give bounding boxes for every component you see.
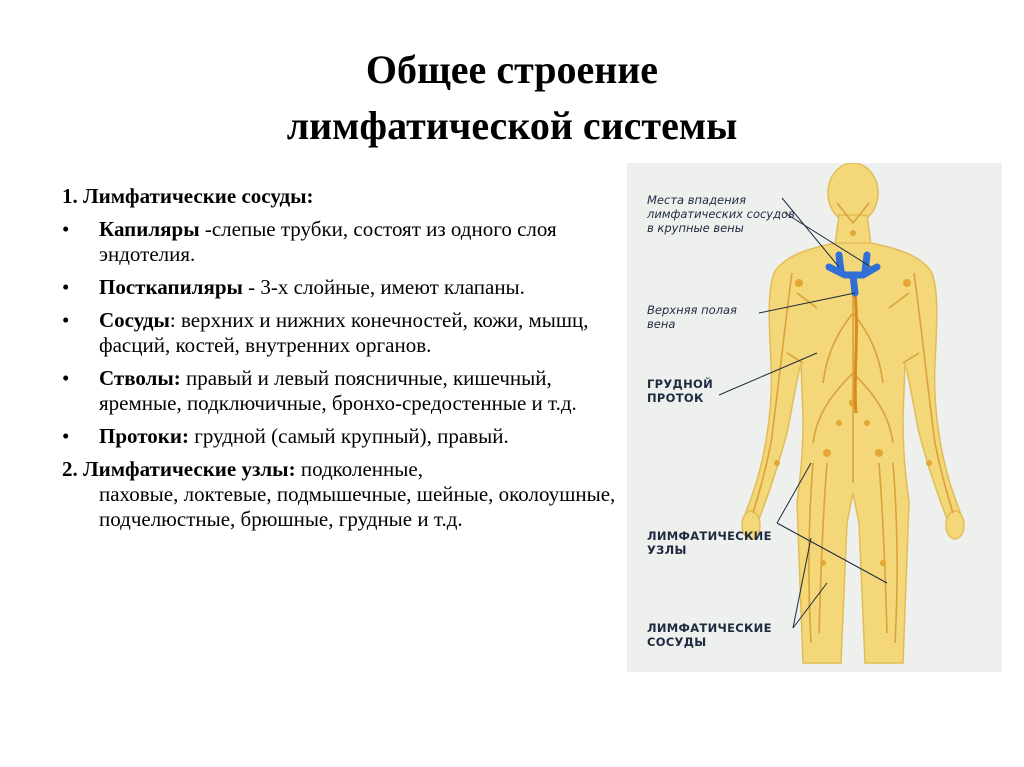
vessel-list [62,217,622,449]
label-veins-entry: Места впадения лимфатических сосудов в крупные вены [647,193,795,235]
label-thoracic-duct: ГРУДНОЙ ПРОТОК [647,377,713,405]
list-item [62,308,622,358]
section-nodes [62,457,622,532]
section-nodes-heading: 2. Лимфатические узлы: [62,457,296,481]
bullet: • [62,366,70,390]
lymphatic-system-illustration [627,163,1002,672]
bullet: • [62,424,70,448]
list-item [62,217,622,267]
list-item [62,366,622,416]
bullet: • [62,275,70,299]
label-lymph-vessels: ЛИМФАТИЧЕСКИЕ СОСУДЫ [647,621,772,649]
list-item [62,275,622,300]
item-term: Сосуды [99,308,170,332]
slide-body [62,184,622,540]
item-text: - 3-х слойные, имеют клапаны. [242,275,525,299]
item-text: грудной (самый крупный), правый. [188,424,509,448]
thoracic-duct-line [855,293,856,413]
item-term: Стволы: [99,366,181,390]
bullet: • [62,217,70,241]
item-term: Капиляры [99,217,200,241]
item-text: : верхних и нижних конечностей, кожи, мышц, фасций, костей, внутренних органов. [99,308,589,357]
item-term: Посткапиляры [99,275,243,299]
bullet: • [62,308,70,332]
label-lymph-nodes: ЛИМФАТИЧЕСКИЕ УЗЛЫ [647,529,772,557]
title-line-2: лимфатической системы [286,103,738,148]
title-line-1: Общее строение [365,47,659,92]
item-text: правый и левый поясничные, кишечный, яремные, подключичные, бронхо-средостенные и т.д. [99,366,577,415]
slide-title [0,42,1024,154]
section-vessels-heading: 1. Лимфатические сосуды: [62,184,314,208]
body-figure-svg [627,163,1002,672]
section-nodes-text-first: подколенные, [295,457,423,481]
section-nodes-text-rest: паховые, локтевые, подмышечные, шейные, околоушные, подчелюстные, брюшные, грудные и т.д. [99,482,616,531]
item-text: -слепые трубки, состоят из одного слоя эндотелия. [99,217,557,266]
label-vena-cava: Верхняя полая вена [647,303,737,331]
list-item [62,424,622,449]
section-vessels [62,184,622,209]
item-term: Протоки: [99,424,189,448]
